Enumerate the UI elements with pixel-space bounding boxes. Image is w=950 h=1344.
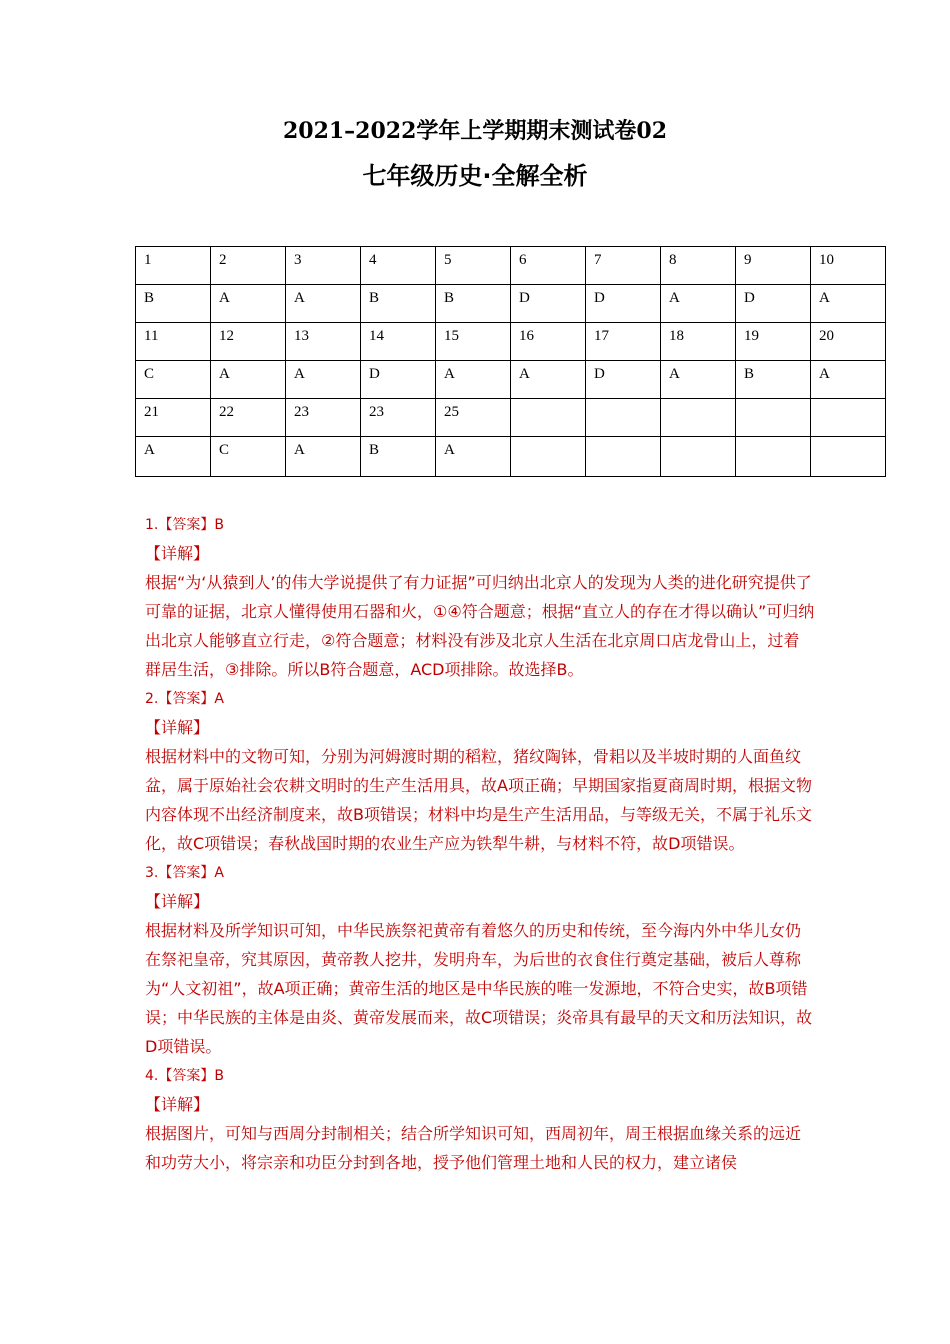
table-cell: 7 bbox=[586, 247, 661, 285]
solution-answer: 4.【答案】B bbox=[145, 1067, 224, 1084]
table-cell bbox=[661, 399, 736, 437]
solution-item bbox=[145, 684, 815, 858]
table-cell: A bbox=[211, 285, 286, 323]
table-cell: 4 bbox=[361, 247, 436, 285]
table-cell: A bbox=[436, 437, 511, 477]
table-cell: B bbox=[736, 361, 811, 399]
table-cell: 21 bbox=[136, 399, 211, 437]
solution-detail-label: 【详解】 bbox=[145, 544, 210, 563]
table-cell: C bbox=[136, 361, 211, 399]
table-cell: 12 bbox=[211, 323, 286, 361]
table-cell: 23 bbox=[361, 399, 436, 437]
table-cell: 2 bbox=[211, 247, 286, 285]
table-cell: 13 bbox=[286, 323, 361, 361]
solution-item bbox=[145, 510, 815, 684]
table-cell: A bbox=[436, 361, 511, 399]
page-title: 2021–2022学年上学期期末测试卷02 bbox=[282, 118, 668, 144]
solution-text: 根据材料及所学知识可知，中华民族祭祀黄帝有着悠久的历史和传统，至今海内外中华儿女仍在祭祀皇帝，究其原因，黄帝教人挖井，发明舟车，为后世的衣食住行奠定基础，被后人尊称为“人文初祖”，故A项正确；黄帝生活的地区是中华民族的唯一发源地，不符合史实，故B项错误；中华民族的主体是由炎、黄帝发展而来，故C项错误；炎帝具有最早的天文和历法知识，故D项错误。 bbox=[145, 921, 813, 1056]
table-cell: 25 bbox=[436, 399, 511, 437]
solution-answer: 1.【答案】B bbox=[145, 516, 224, 533]
table-cell bbox=[811, 437, 886, 477]
solution-text: 根据“为‘从猿到人’的伟大学说提供了有力证据”可归纳出北京人的发现为人类的进化研究提供了可靠的证据，北京人懂得使用石器和火，①④符合题意；根据“直立人的存在才得以确认”可归纳出北京人能够直立行走，②符合题意；材料没有涉及北京人生活在北京周口店龙骨山上，过着群居生活，③排除。所以B符合题意，ACD项排除。故选择B。 bbox=[145, 573, 815, 679]
table-row bbox=[136, 437, 886, 477]
table-cell: 22 bbox=[211, 399, 286, 437]
answer-table bbox=[135, 246, 886, 477]
solution-item bbox=[145, 1061, 815, 1177]
table-cell: C bbox=[211, 437, 286, 477]
table-cell: B bbox=[361, 437, 436, 477]
table-cell: 11 bbox=[136, 323, 211, 361]
table-cell: 1 bbox=[136, 247, 211, 285]
table-cell bbox=[811, 399, 886, 437]
table-cell: A bbox=[136, 437, 211, 477]
table-cell: 10 bbox=[811, 247, 886, 285]
page-subtitle: 七年级历史·全解全析 bbox=[362, 162, 588, 190]
solution-item bbox=[145, 858, 815, 1061]
table-cell: 6 bbox=[511, 247, 586, 285]
table-cell: D bbox=[361, 361, 436, 399]
solution-text: 根据材料中的文物可知，分别为河姆渡时期的稻粒，猪纹陶钵，骨耜以及半坡时期的人面鱼纹盆，属于原始社会农耕文明时的生产生活用具，故A项正确；早期国家指夏商周时期，根据文物内容体现不出经济制度来，故B项错误；材料中均是生产生活用品，与等级无关，不属于礼乐文化，故C项错误；春秋战国时期的农业生产应为铁犁牛耕，与材料不符，故D项错误。 bbox=[145, 747, 812, 853]
table-cell: 19 bbox=[736, 323, 811, 361]
table-cell: A bbox=[286, 437, 361, 477]
table-cell bbox=[586, 399, 661, 437]
table-cell: B bbox=[361, 285, 436, 323]
solution-answer: 2.【答案】A bbox=[145, 690, 224, 707]
table-cell: A bbox=[661, 361, 736, 399]
table-cell: A bbox=[211, 361, 286, 399]
table-cell: 16 bbox=[511, 323, 586, 361]
table-row bbox=[136, 323, 886, 361]
table-row bbox=[136, 399, 886, 437]
solution-answer: 3.【答案】A bbox=[145, 864, 224, 881]
table-cell: B bbox=[436, 285, 511, 323]
table-cell: D bbox=[586, 361, 661, 399]
solution-detail-label: 【详解】 bbox=[145, 718, 210, 737]
table-cell: A bbox=[811, 361, 886, 399]
table-cell: 15 bbox=[436, 323, 511, 361]
table-cell: D bbox=[511, 285, 586, 323]
table-row bbox=[136, 247, 886, 285]
table-cell: 17 bbox=[586, 323, 661, 361]
table-cell: 23 bbox=[286, 399, 361, 437]
table-cell: A bbox=[811, 285, 886, 323]
table-row bbox=[136, 361, 886, 399]
table-cell: B bbox=[136, 285, 211, 323]
table-cell: A bbox=[286, 361, 361, 399]
solution-detail-label: 【详解】 bbox=[145, 892, 210, 911]
table-cell: 9 bbox=[736, 247, 811, 285]
table-cell: 20 bbox=[811, 323, 886, 361]
table-cell bbox=[586, 437, 661, 477]
table-cell: A bbox=[511, 361, 586, 399]
solution-text: 根据图片，可知与西周分封制相关；结合所学知识可知，西周初年，周王根据血缘关系的远近和功劳大小，将宗亲和功臣分封到各地，授予他们管理土地和人民的权力，建立诸侯 bbox=[145, 1124, 802, 1172]
table-cell: 18 bbox=[661, 323, 736, 361]
table-cell: 3 bbox=[286, 247, 361, 285]
solution-detail-label: 【详解】 bbox=[145, 1095, 210, 1114]
table-cell: A bbox=[286, 285, 361, 323]
table-cell: D bbox=[586, 285, 661, 323]
table-cell bbox=[736, 437, 811, 477]
table-cell bbox=[661, 437, 736, 477]
table-cell bbox=[511, 437, 586, 477]
table-cell bbox=[511, 399, 586, 437]
table-cell: A bbox=[661, 285, 736, 323]
table-row bbox=[136, 285, 886, 323]
table-cell: D bbox=[736, 285, 811, 323]
table-cell bbox=[736, 399, 811, 437]
table-cell: 5 bbox=[436, 247, 511, 285]
table-cell: 14 bbox=[361, 323, 436, 361]
solutions-section bbox=[145, 510, 815, 1177]
table-cell: 8 bbox=[661, 247, 736, 285]
